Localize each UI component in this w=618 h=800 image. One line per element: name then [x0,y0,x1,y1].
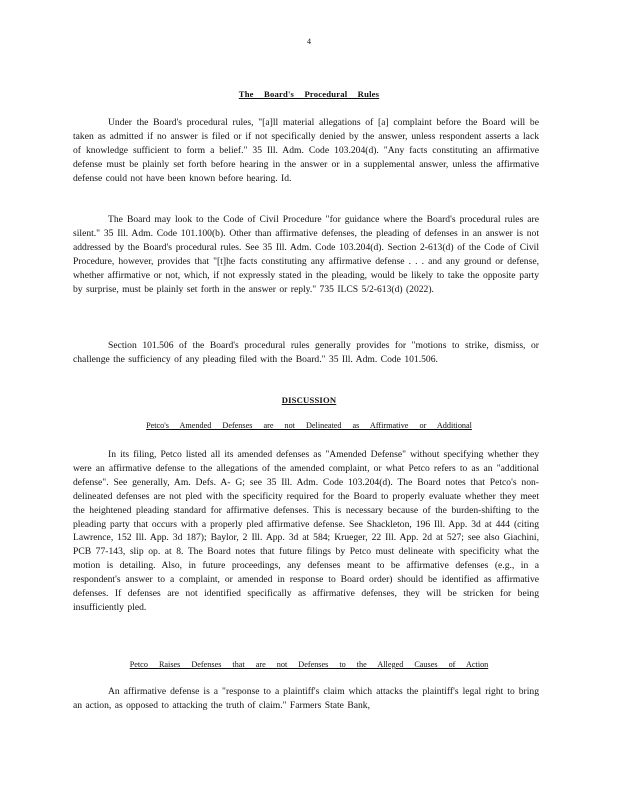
paragraph-procedural-rules-3: Section 101.506 of the Board's procedural rules generally provides for "motions to strike, dismiss, or challenge the sufficiency of any pleading filed with the Board." 35 Ill. Adm. Code 101.506. [73,340,539,365]
subheading-not-defenses: Petco Raises Defenses that are not Defenses to the Alleged Causes of Action [129,660,489,669]
paragraph-discussion-2: An affirmative defense is a "response to a plaintiff's claim which attacks the plaintiff's legal right to bring an action, as opposed to attacking the truth of claim." Farmers State Bank, [73,686,539,711]
heading-procedural-rules: The Board's Procedural Rules [238,89,380,99]
subheading-not-delineated: Petco's Amended Defenses are not Delineated as Affirmative or Additional [146,421,472,430]
heading-discussion: DISCUSSION [281,395,337,405]
paragraph-discussion-1: In its filing, Petco listed all its amended defenses as "Amended Defense" without specifying whether they were an affirmative defense to the allegations of the amended complaint, or what Petco refers to as an "additional defense". See generally, Am. Defs. A- G; see 35 Ill. Adm. Code 103.204(d). The Board notes that Petco's non-delineated defenses are not pled with the specificity required for the Board to properly evaluate whether they meet the heightened pleading standard for affirmative defenses. This is necessary because of the burden-shifting to the pleading party that occurs with a properly pled affirmative defense. See Shackleton, 196 Ill. App. 3d at 444 (citing Lawrence, 152 Ill. App. 3d 187); Baylor, 2 Ill. App. 3d at 584; Krueger, 22 Ill. App. 2d at 527; see also Giachini, PCB 77-143, slip op. at 8. The Board notes that future filings by Petco must delineate with specificity what the motion is detailing. Also, in future proceedings, any defenses meant to be affirmative defenses (e.g., in a respondent's answer to a complaint, or amended in response to Board order) should be identified as affirmative defenses. If defenses are not identified specifically as affirmative defenses, they will be stricken for being insufficiently pled. [73,449,539,613]
paragraph-procedural-rules-2: The Board may look to the Code of Civil Procedure "for guidance where the Board's procedural rules are silent." 35 Ill. Adm. Code 101.100(b). Other than affirmative defenses, the pleading of defenses in an answer is not addressed by the Board's procedural rules. See 35 Ill. Adm. Code 103.204(d). Section 2-613(d) of the Code of Civil Procedure, however, provides that "[t]he facts constituting any affirmative defense . . . and any ground or defense, whether affirmative or not, which, if not expressly stated in the pleading, would be likely to take the opposite party by surprise, must be plainly set forth in the answer or reply." 735 ILCS 5/2-613(d) (2022). [73,214,539,295]
paragraph-procedural-rules-1: Under the Board's procedural rules, "[a]ll material allegations of [a] complaint before the Board will be taken as admitted if no answer is filed or if not specifically denied by the answer, unless respondent asserts a lack of knowledge sufficient to form a belief." 35 Ill. Adm. Code 103.204(d). "Any facts constituting an affirmative defense must be plainly set forth before hearing in the answer or in a supplemental answer, unless the affirmative defense could not have been known before hearing. Id. [73,117,539,184]
page-number: 4 [307,37,311,46]
